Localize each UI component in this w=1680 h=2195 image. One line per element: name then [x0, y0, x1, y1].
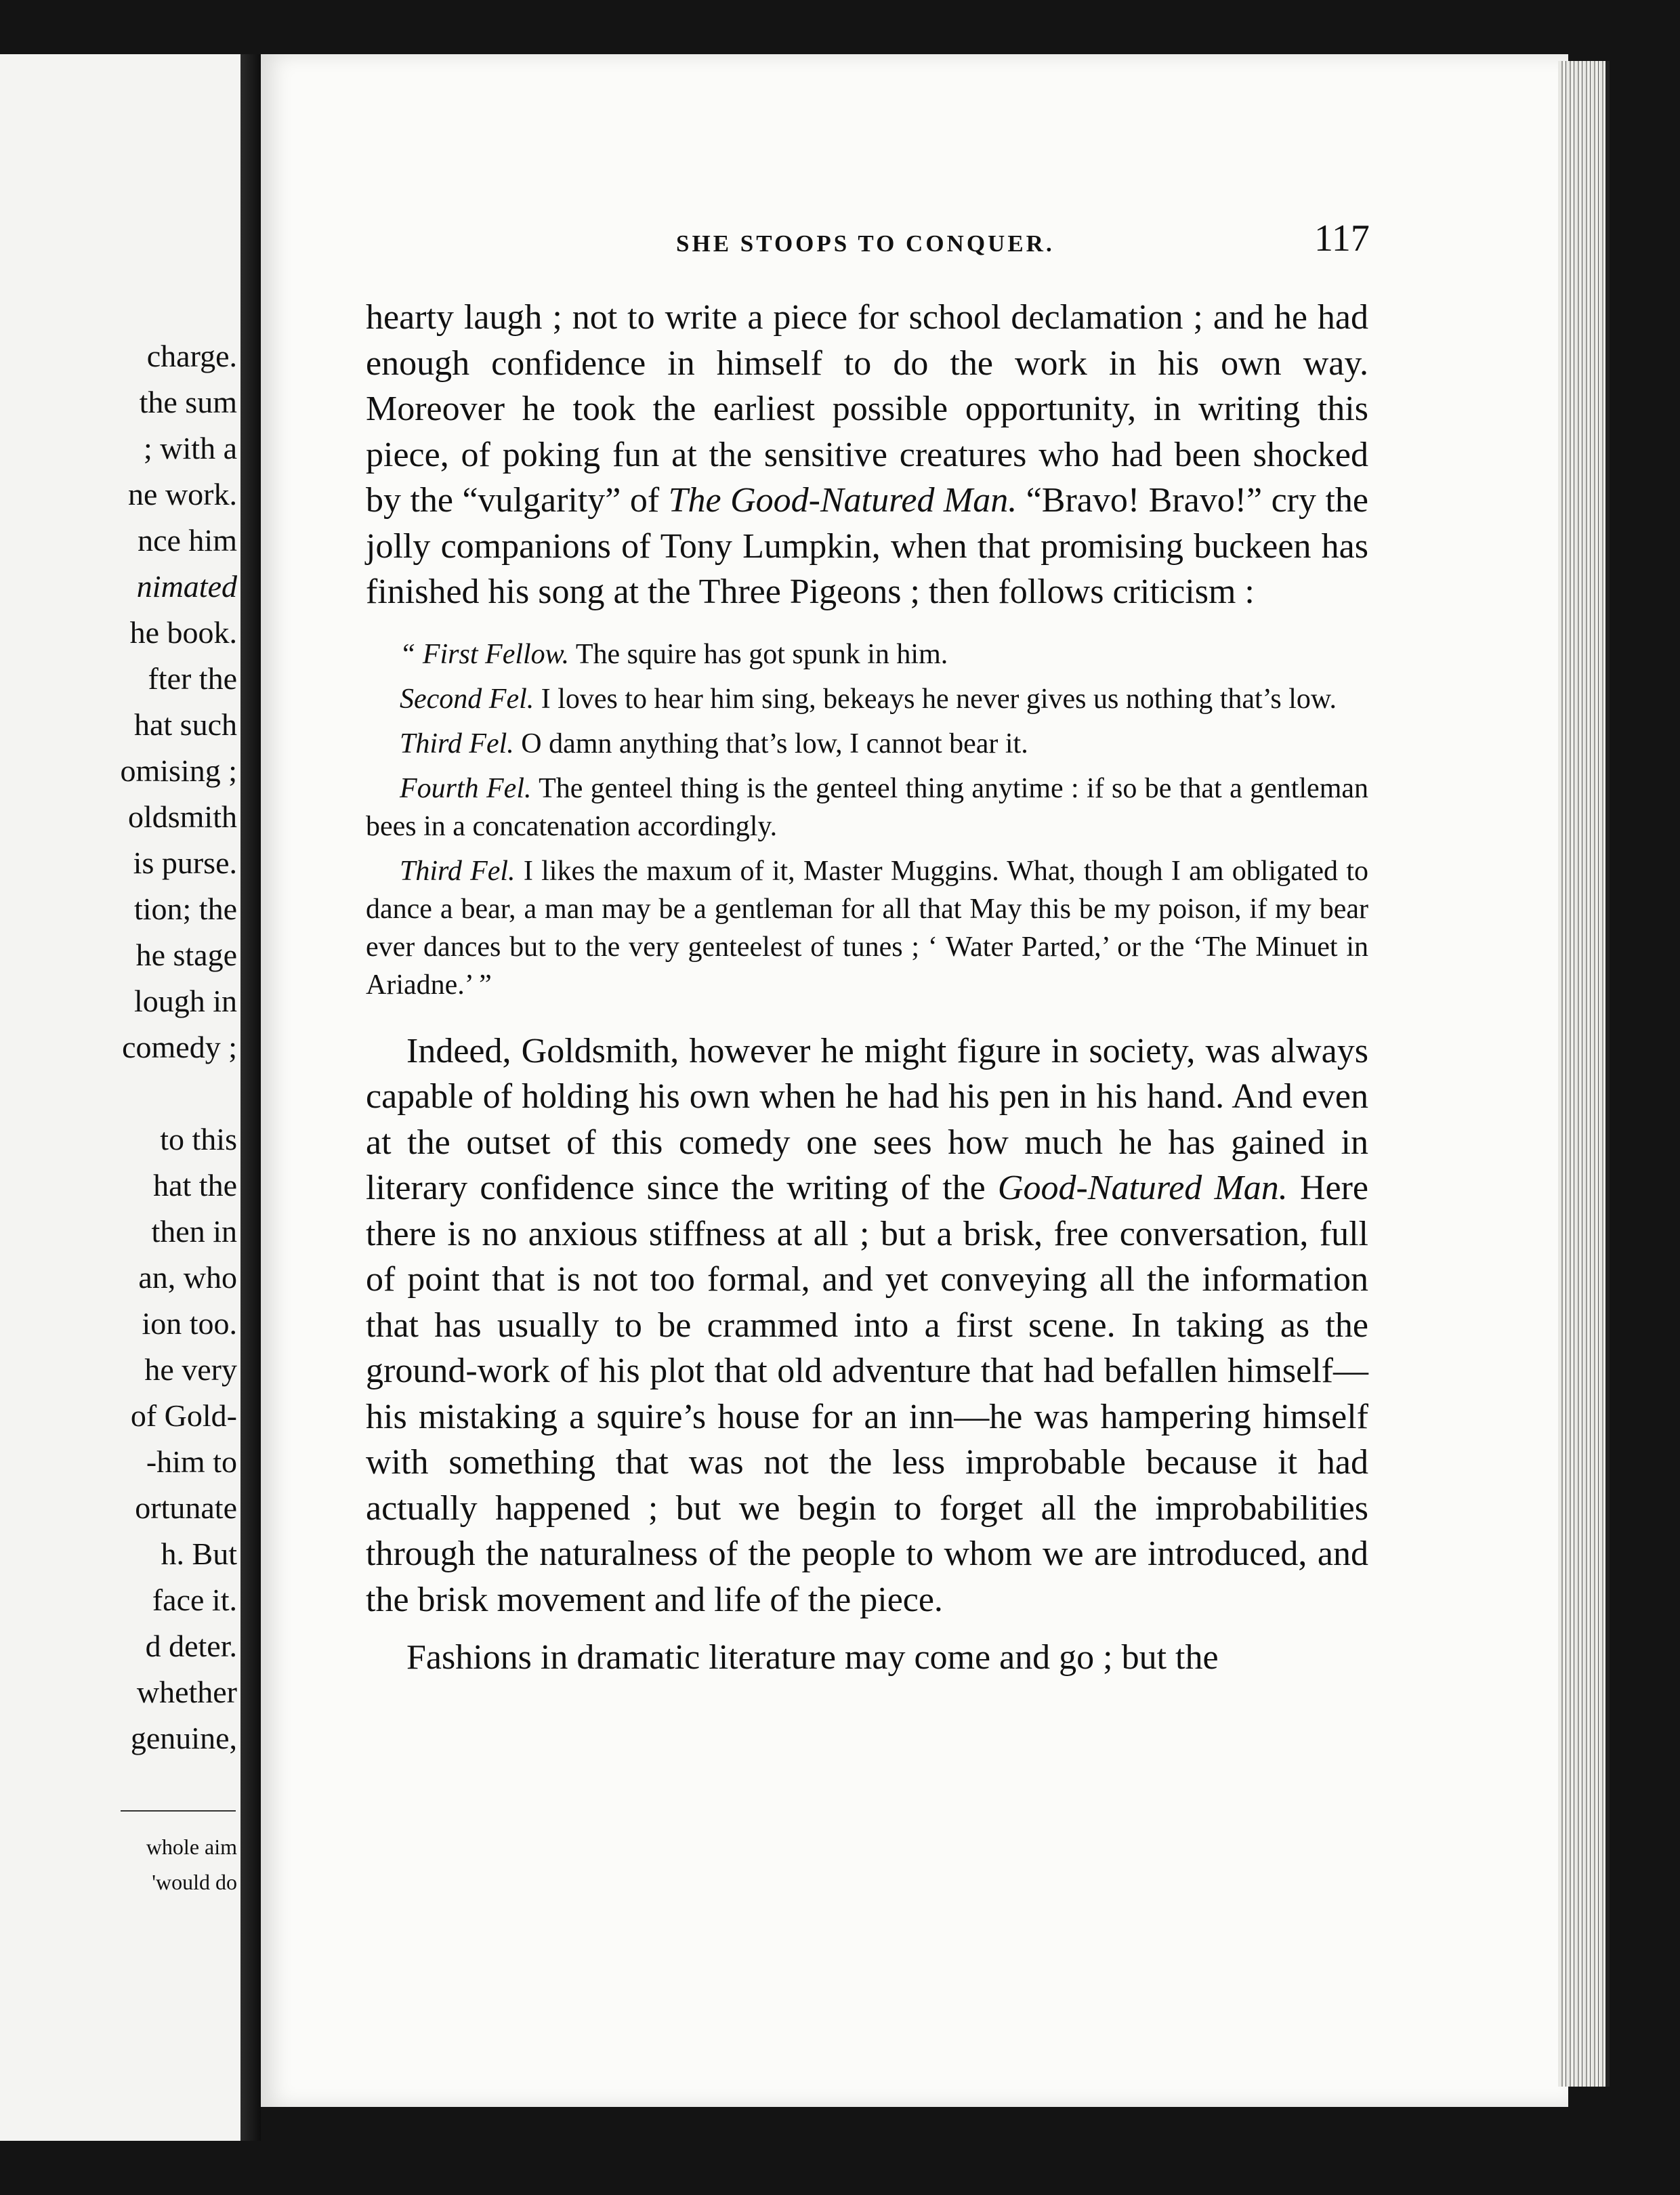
left-page-line: oldsmith	[127, 799, 237, 834]
left-page-line: charge.	[146, 339, 237, 373]
book-gutter	[240, 54, 261, 2141]
left-page-line: face it.	[152, 1583, 237, 1617]
speech-text: I loves to hear him sing, bekeays he never gives us nothing that’s low.	[534, 683, 1337, 715]
paragraph-3: Fashions in dramatic literature may come and go ; but the	[406, 1638, 1219, 1677]
running-title: SHE STOOPS TO CONQUER.	[676, 230, 1055, 257]
speaker-name: Third Fel.	[400, 855, 516, 887]
left-page-line: then in	[151, 1214, 237, 1249]
speech-text: The genteel thing is the genteel thing anytime : if so be that a gentleman bees in a concatenation accordingly.	[366, 772, 1369, 842]
left-page-line: comedy ;	[122, 1030, 237, 1064]
left-footnote-line: whole aim	[146, 1835, 237, 1859]
left-page-line: hat such	[133, 707, 237, 742]
left-page-line: d deter.	[145, 1629, 237, 1663]
left-page-line: ne work.	[128, 477, 237, 511]
left-page-line: tion; the	[133, 892, 237, 926]
left-page-line: nimated	[136, 569, 237, 604]
page-edges	[1558, 61, 1610, 2087]
text-run: Indeed, Goldsmith, however he might figure in society, was always capable of holding his own when he had his pen in his hand. And even at the outset of this comedy one sees how much he has gained in literary confidence since the writing of the	[366, 1031, 1368, 1207]
dialogue-quote	[366, 635, 1368, 1004]
left-page-line: fter the	[148, 661, 237, 696]
page-number: 117	[1314, 217, 1370, 259]
left-page-line: an, who	[138, 1260, 237, 1295]
speech-text: I likes the maxum of it, Master Muggins. What, though I am obligated to dance a bear, a man may be a gentleman for all that May this be my poison, if my bear ever dances but to the very genteelest of tunes ; ‘ Water Parted,’ or the ‘The Minuet in Ariadne.’ ”	[366, 855, 1369, 1001]
speaker-name: “ First Fellow.	[400, 638, 570, 670]
left-page-line: he very	[144, 1352, 237, 1387]
italic-title: The Good-Natured Man.	[668, 481, 1017, 520]
dialogue-speech	[366, 770, 1368, 845]
left-page-line: the sum	[139, 385, 237, 419]
speaker-name: Fourth Fel.	[400, 772, 532, 804]
left-page-text	[7, 333, 237, 1761]
main-text	[366, 295, 1368, 1681]
left-page-line: omising ;	[120, 753, 237, 788]
left-footnote-line: 'would do	[152, 1870, 237, 1894]
speech-text: The squire has got spunk in him.	[569, 638, 948, 670]
left-page-line: ion too.	[142, 1306, 237, 1341]
speech-text: O damn anything that’s low, I cannot bear it.	[513, 728, 1028, 759]
left-page-line: nce him	[138, 523, 237, 558]
text-run: Here there is no anxious stiffness at all ; but a brisk, free conversation, full of point that is not too formal, and yet conveying all the information that has usually to be crammed into a first scene. In taking as the ground-work of his plot that old adventure that had befallen himself—his mistaking a squire’s house for an inn—he was hampering himself with something that was not the less improbable because it had actually happened ; but we begin to forget all the improbabilities through the naturalness of the people to whom we are introduced, and the brisk movement and life of the piece.	[366, 1169, 1369, 1619]
left-page-line: he book.	[129, 615, 237, 650]
left-page-line: hat the	[153, 1168, 237, 1203]
left-page-line: whether	[136, 1675, 237, 1709]
dialogue-speech	[366, 725, 1368, 763]
dialogue-speech	[366, 635, 1368, 673]
left-page-line: h. But	[161, 1536, 237, 1571]
left-page-line: ortunate	[135, 1490, 237, 1525]
dialogue-speech	[366, 852, 1368, 1004]
left-page	[0, 54, 246, 2141]
speaker-name: Third Fel.	[400, 728, 514, 759]
speaker-name: Second Fel.	[400, 683, 534, 715]
italic-title: Good-Natured Man.	[997, 1169, 1288, 1207]
left-page-line: he stage	[135, 938, 237, 972]
left-page-line: genuine,	[130, 1721, 237, 1755]
text-run: hearty laugh ; not to write a piece for school declamation ; and he had enough confidence in himself to do the work in his own way. Moreover he took the earliest possible opportunity, in writing this piece, of poking fun at the sensitive creatures who had been shocked by the “vulgarity” of	[366, 298, 1368, 520]
left-page-line: lough in	[133, 984, 237, 1018]
left-page-line	[7, 1070, 237, 1116]
paragraph-2	[366, 1028, 1368, 1623]
left-page-line: -him to	[146, 1444, 237, 1479]
dialogue-speech	[366, 680, 1368, 718]
left-page-line: ; with a	[144, 431, 237, 465]
footnote-rule	[121, 1810, 236, 1812]
left-page-line: is purse.	[133, 845, 237, 880]
paragraph-1	[366, 295, 1368, 615]
text-run: “Bravo! Bravo!” cry the jolly companions of Tony Lumpkin, when that promising buckeen has finished his song at the Three Pigeons ; then follows criticism :	[366, 481, 1368, 611]
left-page-footnote	[7, 1829, 237, 1900]
left-page-line: to this	[160, 1122, 237, 1156]
left-page-line: of Gold-	[130, 1398, 237, 1433]
